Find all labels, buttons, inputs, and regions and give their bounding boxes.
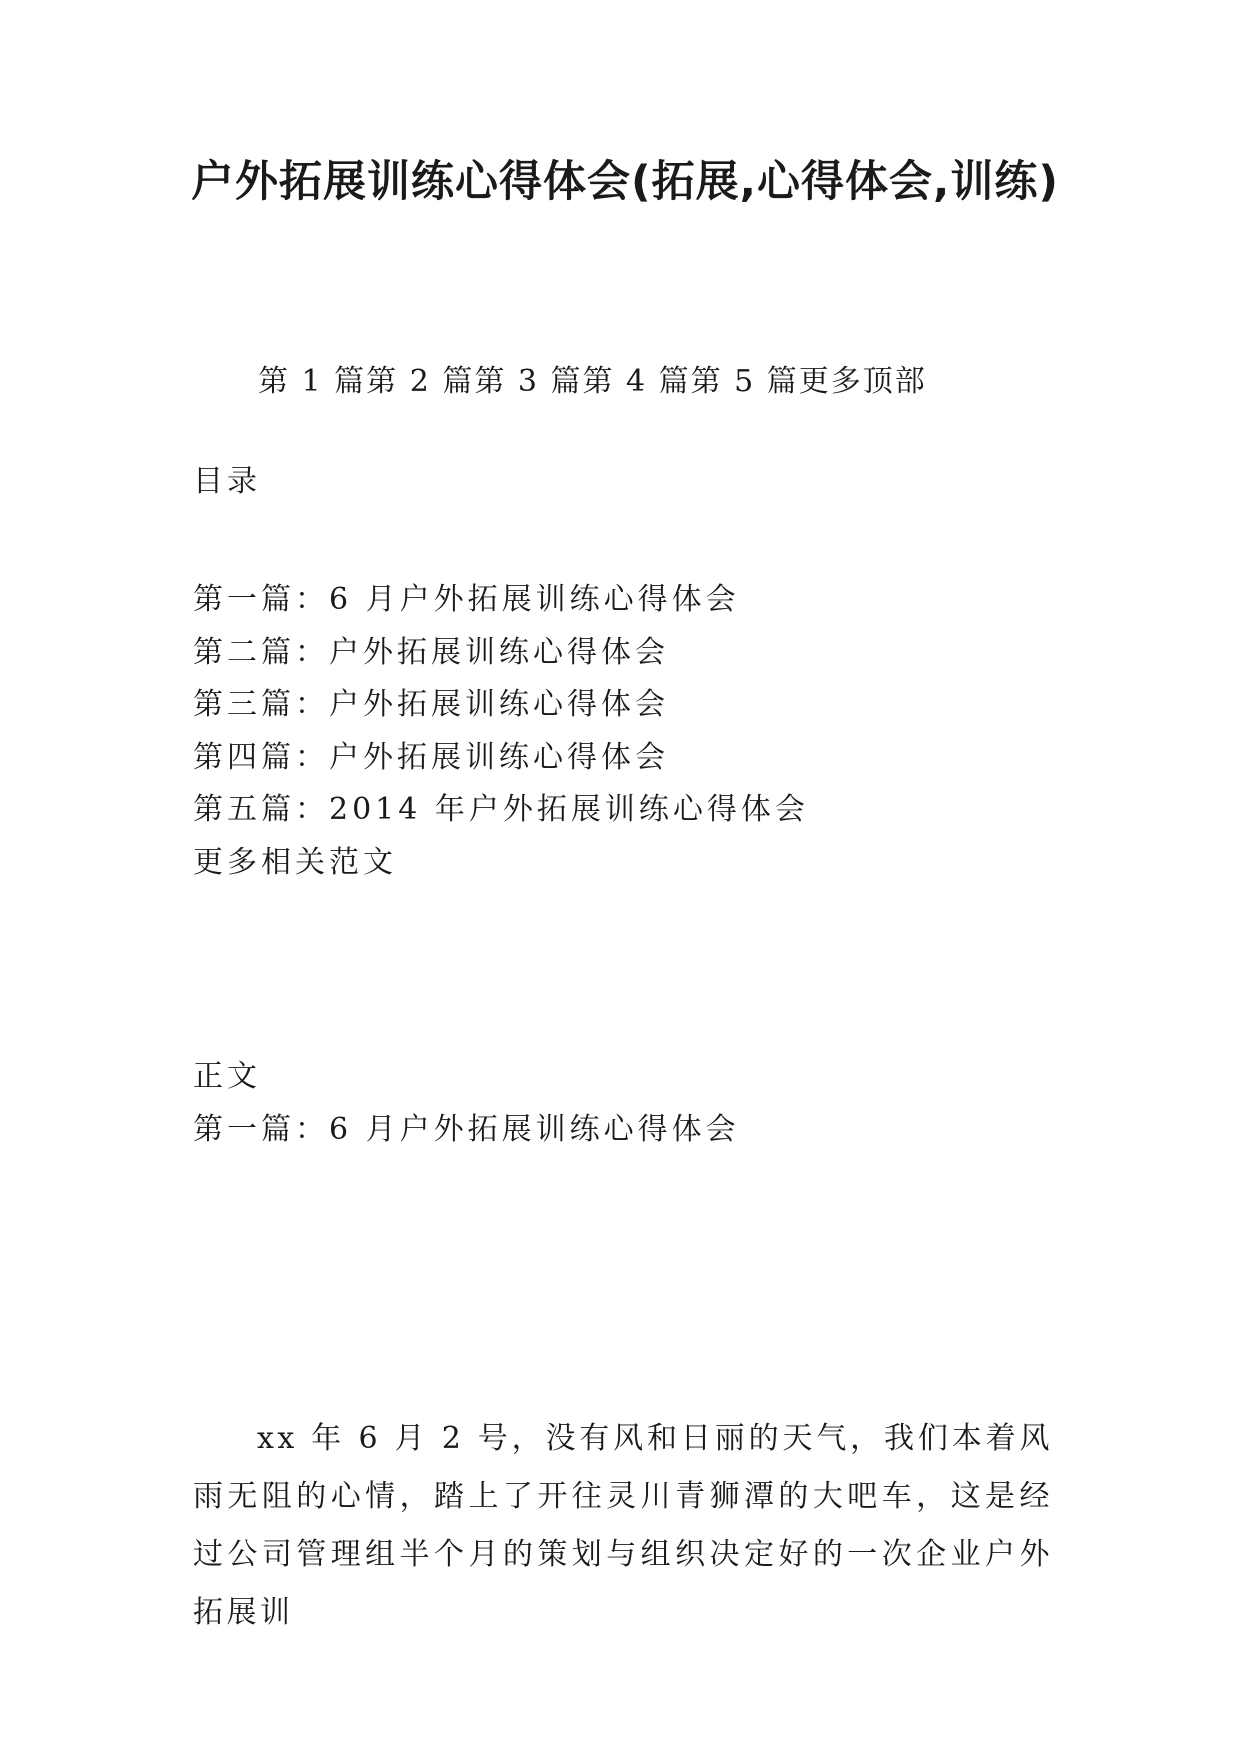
document-title: 户外拓展训练心得体会(拓展,心得体会,训练) — [191, 157, 1059, 207]
body-heading: 正文 — [193, 1059, 261, 1094]
article-nav: 第 1 篇第 2 篇第 3 篇第 4 篇第 5 篇更多顶部 — [258, 364, 927, 399]
toc-item: 第四篇：户外拓展训练心得体会 — [193, 740, 669, 775]
toc-item: 第五篇：2014 年户外拓展训练心得体会 — [193, 792, 809, 827]
section-heading: 第一篇：6 月户外拓展训练心得体会 — [193, 1112, 740, 1147]
toc-heading: 目录 — [193, 464, 261, 499]
toc-item: 第二篇：户外拓展训练心得体会 — [193, 635, 669, 670]
toc-item: 更多相关范文 — [193, 845, 397, 880]
toc-item: 第一篇：6 月户外拓展训练心得体会 — [193, 582, 740, 617]
body-paragraph: xx 年 6 月 2 号，没有风和日丽的天气，我们本着风雨无阻的心情，踏上了开往灵川青狮潭的大吧车，这是经过公司管理组半个月的策划与组织决定好的一次企业户外拓展训 — [193, 1421, 1053, 1630]
toc-item: 第三篇：户外拓展训练心得体会 — [193, 687, 669, 722]
